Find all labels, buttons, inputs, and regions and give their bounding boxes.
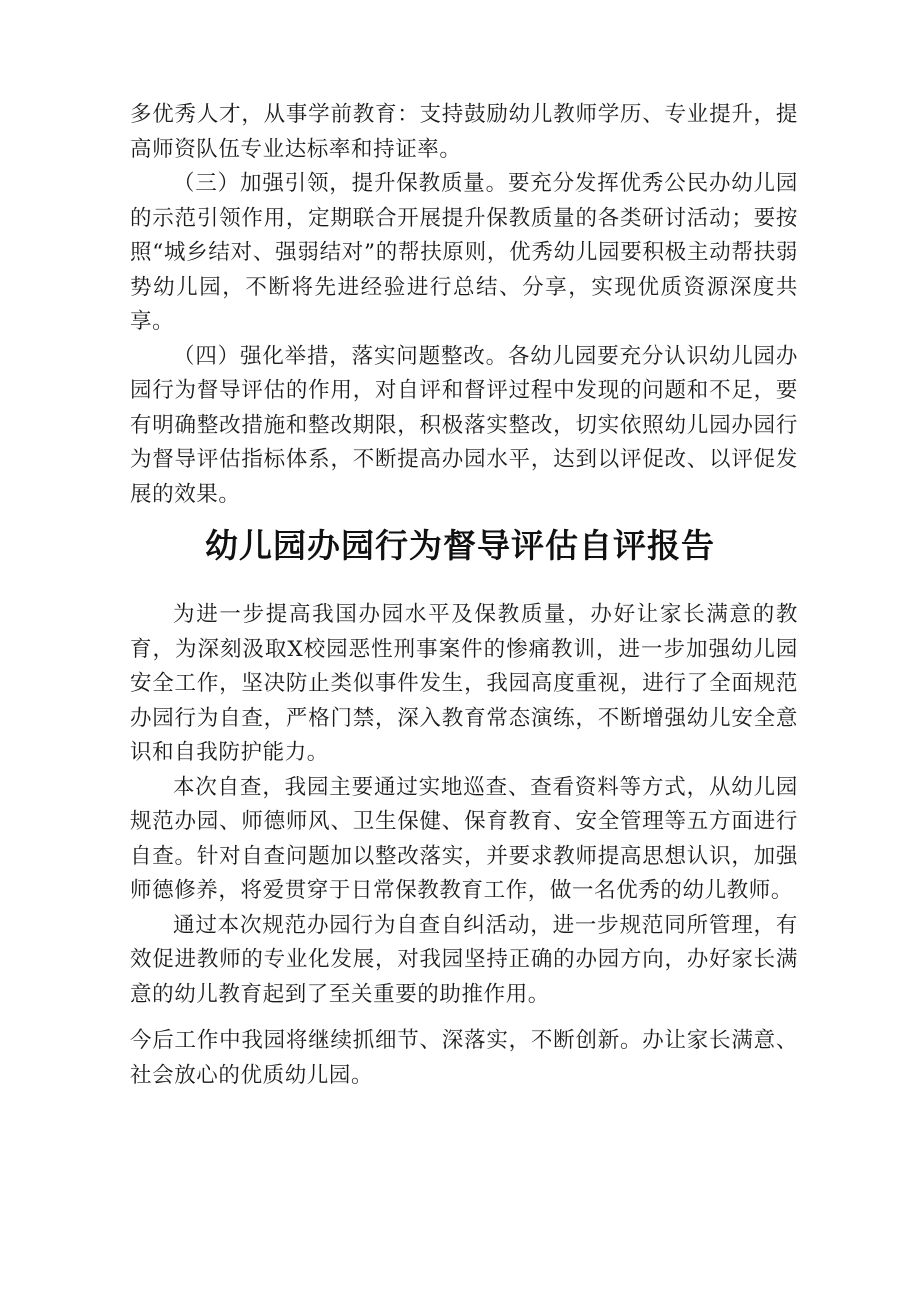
report-paragraph-3: 通过本次规范办园行为自查自纠活动，进一步规范同所管理，有效促进教师的专业化发展，对我园坚持正确的办园方向，办好家长满意的幼儿教育起到了至关重要的助推作用。 [130, 912, 798, 1007]
top-section [130, 98, 798, 512]
report-title: 幼儿园办园行为督导评估自评报告 [205, 526, 715, 565]
report-body [130, 598, 798, 1012]
report-paragraph-1: 为进一步提高我国办园水平及保教质量，办好让家长满意的教育，为深刻汲取X校园恶性刑事案件的惨痛教训，进一步加强幼儿园安全工作，坚决防止类似事件发生，我园高度重视，进行了全面规范办园行为自查，严格门禁，深入教育常态演练，不断增强幼儿安全意识和自我防护能力。 [130, 602, 798, 765]
paragraph-three: （三）加强引领，提升保教质量。要充分发挥优秀公民办幼儿园的示范引领作用，定期联合开展提升保教质量的各类研讨活动；要按照“城乡结对、强弱结对”的帮扶原则，优秀幼儿园要积极主动帮扶弱势幼儿园，不断将先进经验进行总结、分享，实现优质资源深度共享。 [130, 171, 798, 334]
report-paragraph-4: 今后工作中我园将继续抓细节、深落实，不断创新。办让家长满意、社会放心的优质幼儿园。 [130, 1028, 798, 1088]
paragraph-four: （四）强化举措，落实问题整改。各幼儿园要充分认识幼儿园办园行为督导评估的作用，对自评和督评过程中发现的问题和不足，要有明确整改措施和整改期限，积极落实整改，切实依照幼儿园办园行为督导评估指标体系，不断提高办园水平，达到以评促改、以评促发展的效果。 [130, 343, 798, 507]
paragraph-continuation: 多优秀人才，从事学前教育：支持鼓励幼儿教师学历、专业提升，提高师资队伍专业达标率和持证率。 [130, 102, 798, 162]
report-paragraph-2: 本次自查，我园主要通过实地巡查、查看资料等方式，从幼儿园规范办园、师德师风、卫生保健、保育教育、安全管理等五方面进行自查。针对自查问题加以整改落实，并要求教师提高思想认识，加强师德修养，将爱贯穿于日常保教教育工作，做一名优秀的幼儿教师。 [130, 774, 798, 903]
report-closing [130, 1024, 798, 1093]
